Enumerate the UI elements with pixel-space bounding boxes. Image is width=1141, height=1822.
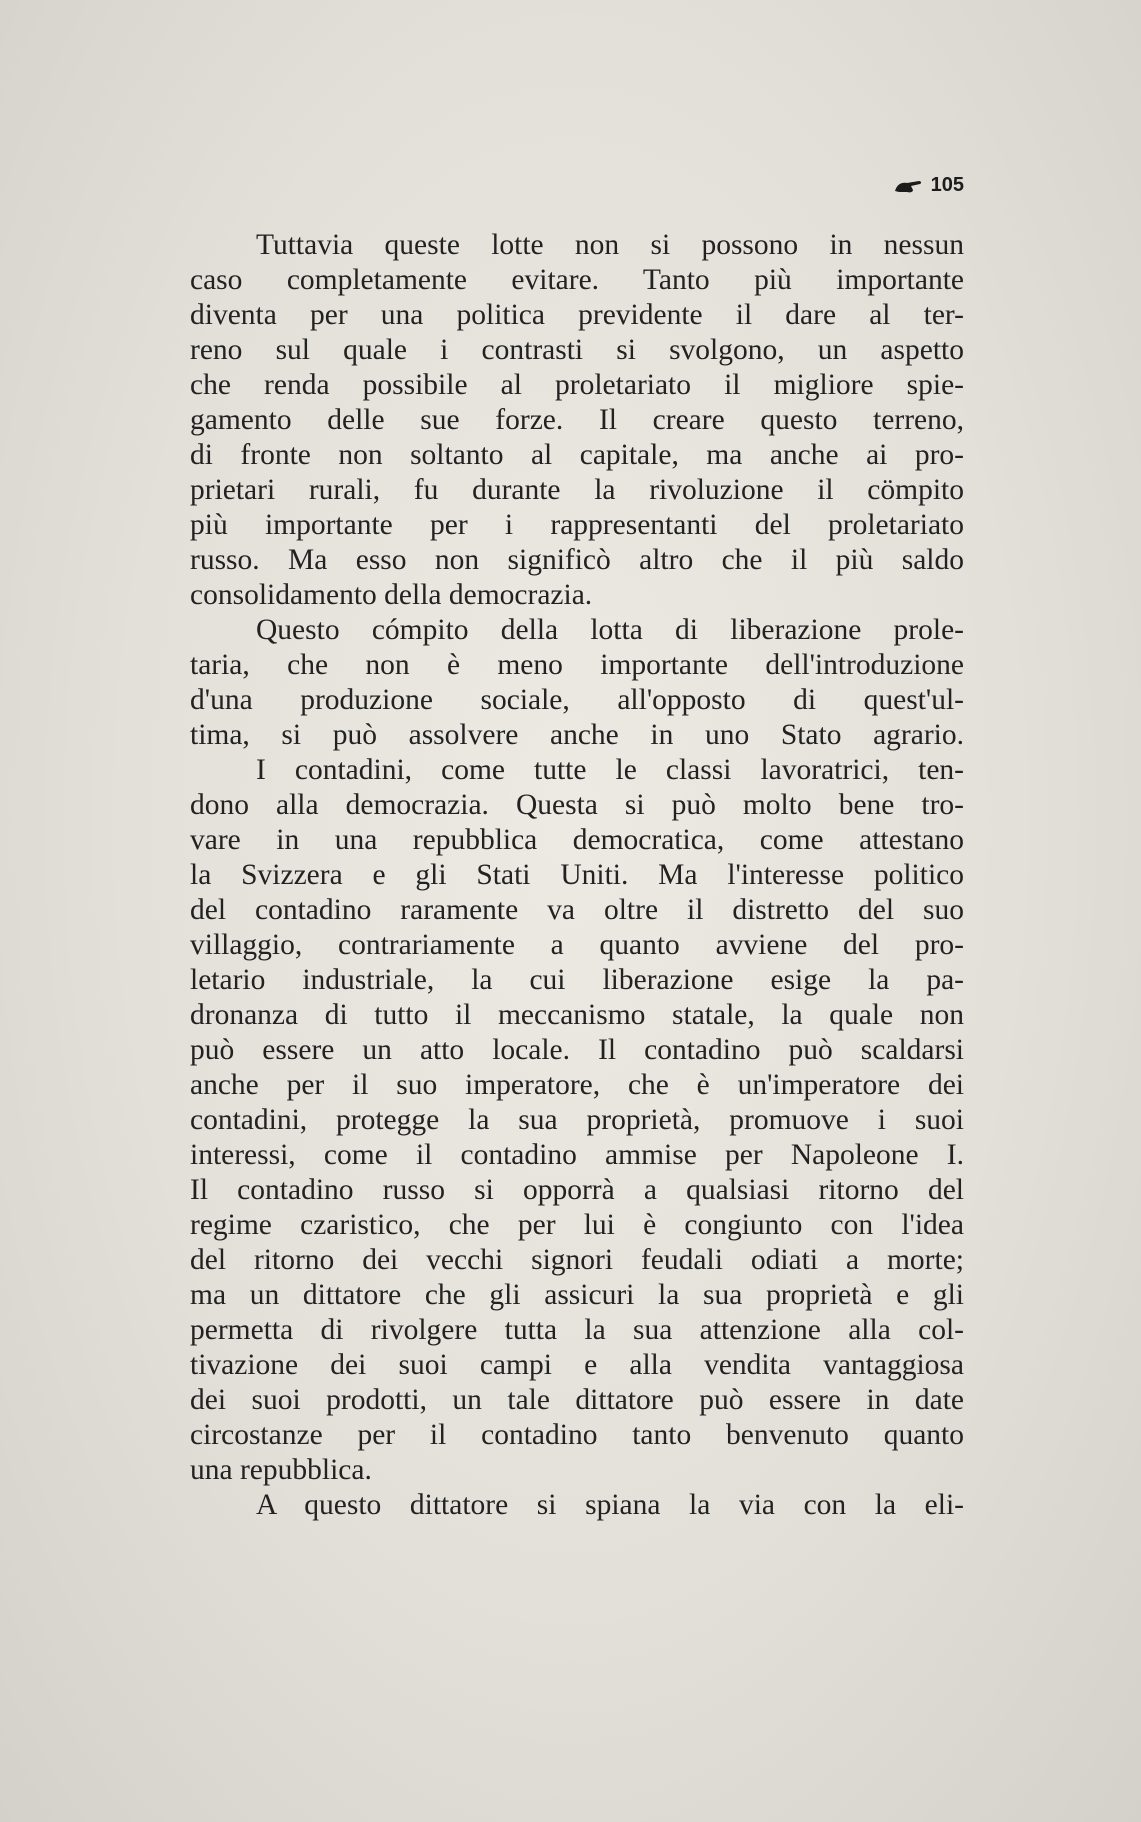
text-line: reno sul quale i contrasti si svolgono, un aspetto (190, 334, 964, 366)
text-line: può essere un atto locale. Il contadino può scaldarsi (190, 1034, 964, 1066)
text-line: permetta di rivolgere tutta la sua attenzione alla col- (190, 1314, 964, 1346)
text-line: interessi, come il contadino ammise per Napoleone I. (190, 1139, 964, 1171)
text-line: Il contadino russo si opporrà a qualsiasi ritorno del (190, 1174, 964, 1206)
text-line: circostanze per il contadino tanto benvenuto quanto (190, 1419, 964, 1451)
text-line: del contadino raramente va oltre il distretto del suo (190, 894, 964, 926)
text-line: una repubblica. (190, 1454, 372, 1486)
text-line: dono alla democrazia. Questa si può molto bene tro- (190, 789, 964, 821)
text-line: diventa per una politica previdente il dare al ter- (190, 299, 964, 331)
text-line: Questo cómpito della lotta di liberazione prole- (256, 614, 964, 646)
text-line: villaggio, contrariamente a quanto avviene del pro- (190, 929, 964, 961)
text-line: taria, che non è meno importante dell'introduzione (190, 649, 964, 681)
text-line: Tuttavia queste lotte non si possono in nessun (256, 229, 964, 261)
text-line: tivazione dei suoi campi e alla vendita vantaggiosa (190, 1349, 964, 1381)
text-line: vare in una repubblica democratica, come attestano (190, 824, 964, 856)
text-line: contadini, protegge la sua proprietà, promuove i suoi (190, 1104, 964, 1136)
text-line: regime czaristico, che per lui è congiunto con l'idea (190, 1209, 964, 1241)
body-text (190, 228, 964, 1523)
text-line: la Svizzera e gli Stati Uniti. Ma l'interesse politico (190, 859, 964, 891)
text-line: che renda possibile al proletariato il migliore spie- (190, 369, 964, 401)
text-line: letario industriale, la cui liberazione esige la pa- (190, 964, 964, 996)
text-line: ma un dittatore che gli assicuri la sua proprietà e gli (190, 1279, 964, 1311)
hand-pointer-ornament-icon (893, 178, 923, 194)
text-line: anche per il suo imperatore, che è un'imperatore dei (190, 1069, 964, 1101)
text-line: d'una produzione sociale, all'opposto di quest'ul- (190, 684, 964, 716)
text-line: A questo dittatore si spiana la via con la eli- (256, 1489, 964, 1521)
text-line: russo. Ma esso non significò altro che il più saldo (190, 544, 964, 576)
text-line: più importante per i rappresentanti del proletariato (190, 509, 964, 541)
text-line: I contadini, come tutte le classi lavoratrici, ten- (256, 754, 964, 786)
text-line: dronanza di tutto il meccanismo statale, la quale non (190, 999, 964, 1031)
text-line: gamento delle sue forze. Il creare questo terreno, (190, 404, 964, 436)
page-header (190, 174, 964, 197)
page-number: 105 (930, 174, 964, 196)
text-line: tima, si può assolvere anche in uno Stato agrario. (190, 719, 964, 751)
text-line: prietari rurali, fu durante la rivoluzione il cömpito (190, 474, 964, 506)
text-line: dei suoi prodotti, un tale dittatore può essere in date (190, 1384, 964, 1416)
text-line: caso completamente evitare. Tanto più importante (190, 264, 964, 296)
text-line: di fronte non soltanto al capitale, ma anche ai pro- (190, 439, 964, 471)
text-line: consolidamento della democrazia. (190, 579, 593, 611)
text-line: del ritorno dei vecchi signori feudali odiati a morte; (190, 1244, 964, 1276)
